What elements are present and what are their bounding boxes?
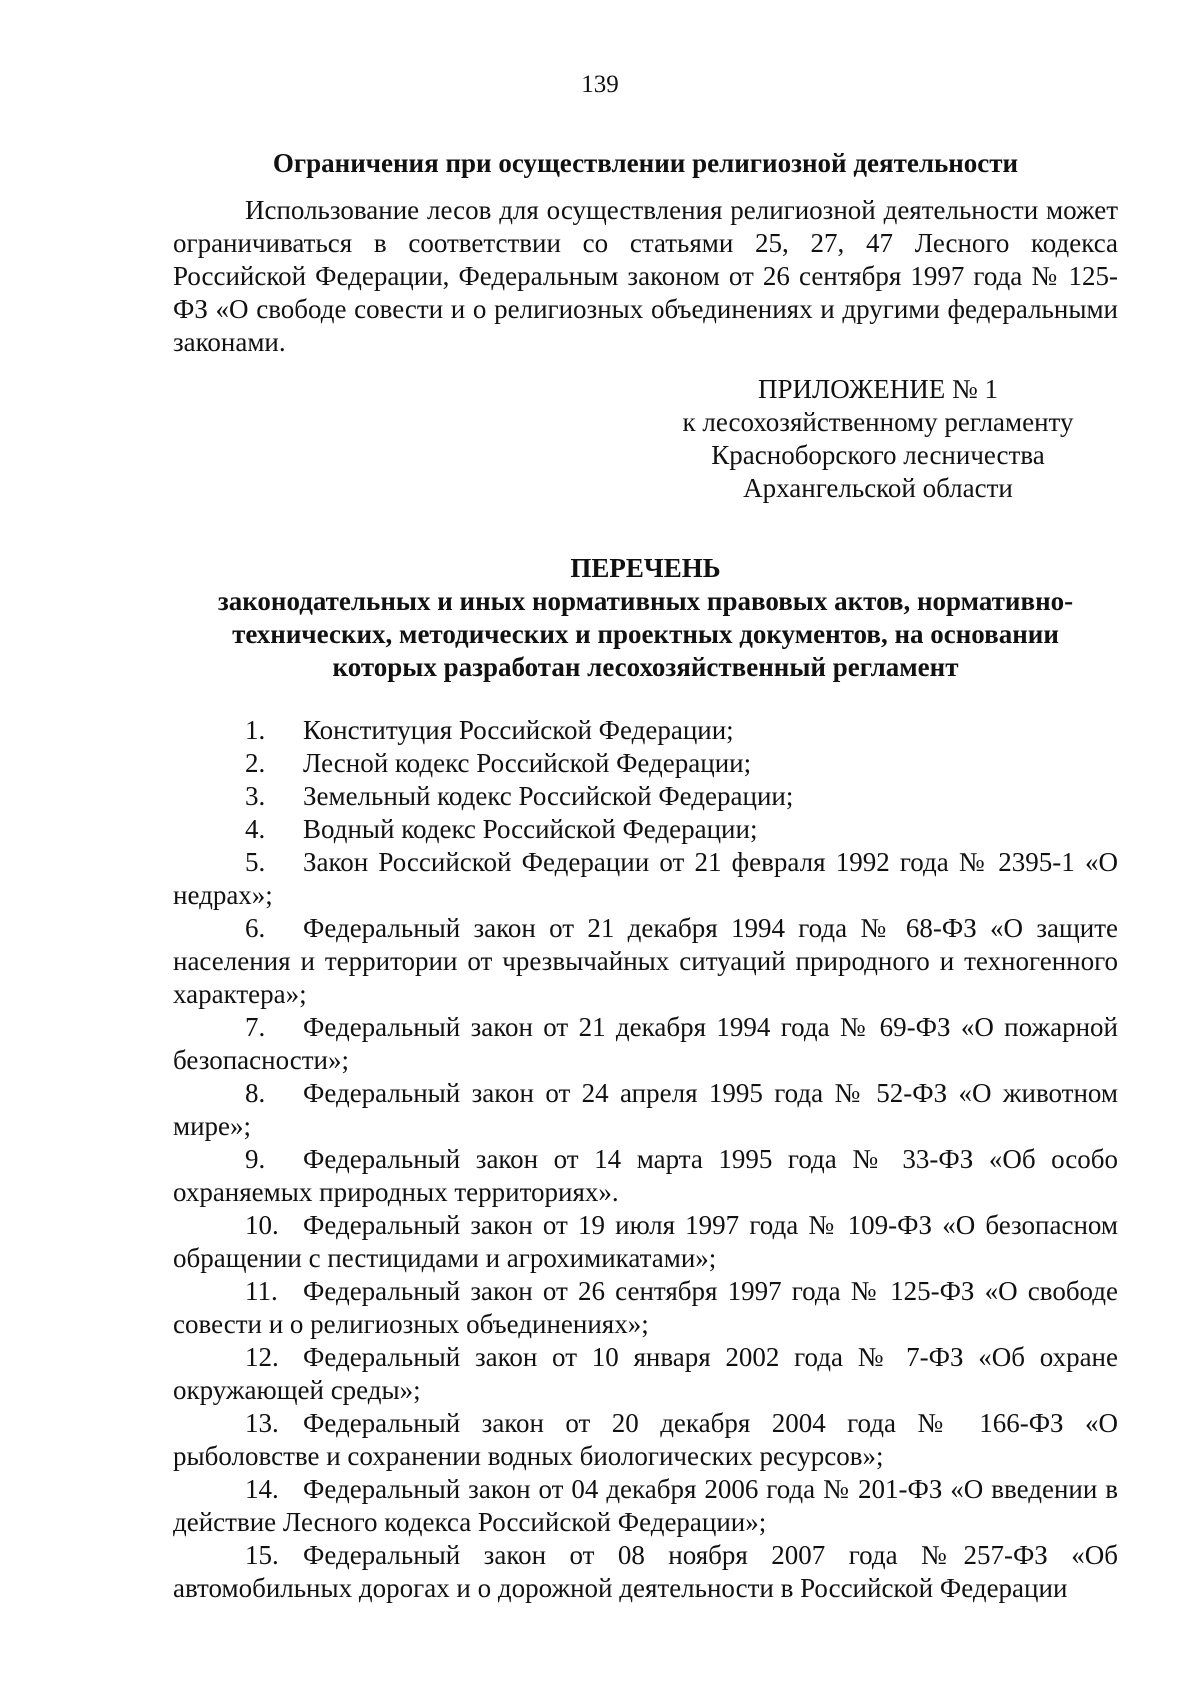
- section-paragraph: Использование лесов для осуществления религиозной деятельности может ограничиваться в соответствии со статьями 25, 27, 47 Лесного кодекса Российской Федерации, Федеральным законом от 26 сентября 1997 года № 125-ФЗ «О свободе совести и о религиозных объединениях и другими федеральными законами.: [173, 195, 1118, 357]
- list-item-number: 13.: [245, 1408, 279, 1438]
- list-item: [173, 747, 1118, 780]
- list-item-number: 4.: [245, 814, 266, 844]
- list-item-text: Закон Российской Федерации от 21 февраля 1992 года № 2395-1 «О недрах»;: [173, 847, 1118, 910]
- list-item-text: Федеральный закон от 08 ноября 2007 года №257-ФЗ «Об автомобильных дорогах и о дорожной деятельности в Российской Федерации: [173, 1540, 1118, 1603]
- list-item: [173, 1275, 1118, 1341]
- list-item-number: 5.: [245, 847, 266, 877]
- list-item-number: 12.: [245, 1342, 279, 1372]
- list-item-number: 6.: [245, 913, 266, 943]
- list-item: [173, 1473, 1118, 1539]
- list-item: [173, 1539, 1118, 1605]
- list-item-number: 11.: [245, 1276, 278, 1306]
- page-number: 139: [581, 71, 619, 98]
- list-title: ПЕРЕЧЕНЬ: [570, 553, 721, 583]
- list-item-text: Федеральный закон от 14 марта 1995 года № 33-ФЗ «Об особо охраняемых природных территориях».: [173, 1144, 1118, 1207]
- list-item-text: Федеральный закон от 24 апреля 1995 года № 52-ФЗ «О животном мире»;: [173, 1078, 1118, 1141]
- list-item-text: Федеральный закон от 04 декабря 2006 года № 201-ФЗ «О введении в действие Лесного кодекса Российской Федерации»;: [173, 1474, 1118, 1537]
- list-item-number: 8.: [245, 1078, 266, 1108]
- list-item-text: Земельный кодекс Российской Федерации;: [303, 781, 794, 811]
- appendix-line: Красноборского лесничества: [711, 440, 1045, 470]
- list-subtitle: законодательных и иных нормативных правовых актов, нормативно-технических, методических и проектных документов, на основании которых разработан лесохозяйственный регламент: [217, 586, 1074, 682]
- list-item-number: 10.: [245, 1210, 279, 1240]
- list-item-text: Федеральный закон от 26 сентября 1997 года № 125-ФЗ «О свободе совести и о религиозных объединениях»;: [173, 1276, 1118, 1339]
- list-item-number: 1.: [245, 715, 266, 745]
- list-item-text: Федеральный закон от 21 декабря 1994 года № 69-ФЗ «О пожарной безопасности»;: [173, 1012, 1118, 1075]
- list-item-text: Федеральный закон от 21 декабря 1994 года № 68-ФЗ «О защите населения и территории от чрезвычайных ситуаций природного и техногенного характера»;: [173, 913, 1118, 1009]
- list-item-number: 2.: [245, 748, 266, 778]
- list-item-text: Федеральный закон от 19 июля 1997 года № 109-ФЗ «О безопасном обращении с пестицидами и агрохимикатами»;: [173, 1210, 1118, 1273]
- list-item: [173, 714, 1118, 747]
- list-item-text: Федеральный закон от 10 января 2002 года № 7-ФЗ «Об охране окружающей среды»;: [173, 1342, 1118, 1405]
- list-item: [173, 1341, 1118, 1407]
- list-item-number: 9.: [245, 1144, 266, 1174]
- list-item: [173, 1011, 1118, 1077]
- list-item-number: 3.: [245, 781, 266, 811]
- appendix-line: ПРИЛОЖЕНИЕ № 1: [757, 374, 999, 404]
- list-item: [173, 1077, 1118, 1143]
- section-title: Ограничения при осуществлении религиозной деятельности: [272, 148, 1019, 178]
- list-item: [173, 780, 1118, 813]
- list-item: [173, 813, 1118, 846]
- document-body: [173, 147, 1118, 1605]
- appendix-header: [648, 373, 1108, 505]
- list-item-number: 7.: [245, 1012, 266, 1042]
- legal-acts-list: [173, 714, 1118, 1605]
- list-item: [173, 1143, 1118, 1209]
- list-item-text: Лесной кодекс Российской Федерации;: [303, 748, 752, 778]
- list-item: [173, 846, 1118, 912]
- list-item-number: 14.: [245, 1474, 279, 1504]
- list-item-text: Водный кодекс Российской Федерации;: [303, 814, 758, 844]
- list-item-text: Конституция Российской Федерации;: [303, 715, 734, 745]
- appendix-line: Архангельской области: [743, 473, 1013, 503]
- list-item: [173, 1407, 1118, 1473]
- appendix-line: к лесохозяйственному регламенту: [682, 407, 1074, 437]
- list-item-text: Федеральный закон от 20 декабря 2004 года № 166-ФЗ «О рыболовстве и сохранении водных биологических ресурсов»;: [173, 1408, 1118, 1471]
- list-item: [173, 1209, 1118, 1275]
- list-item: [173, 912, 1118, 1011]
- list-item-number: 15.: [245, 1540, 279, 1570]
